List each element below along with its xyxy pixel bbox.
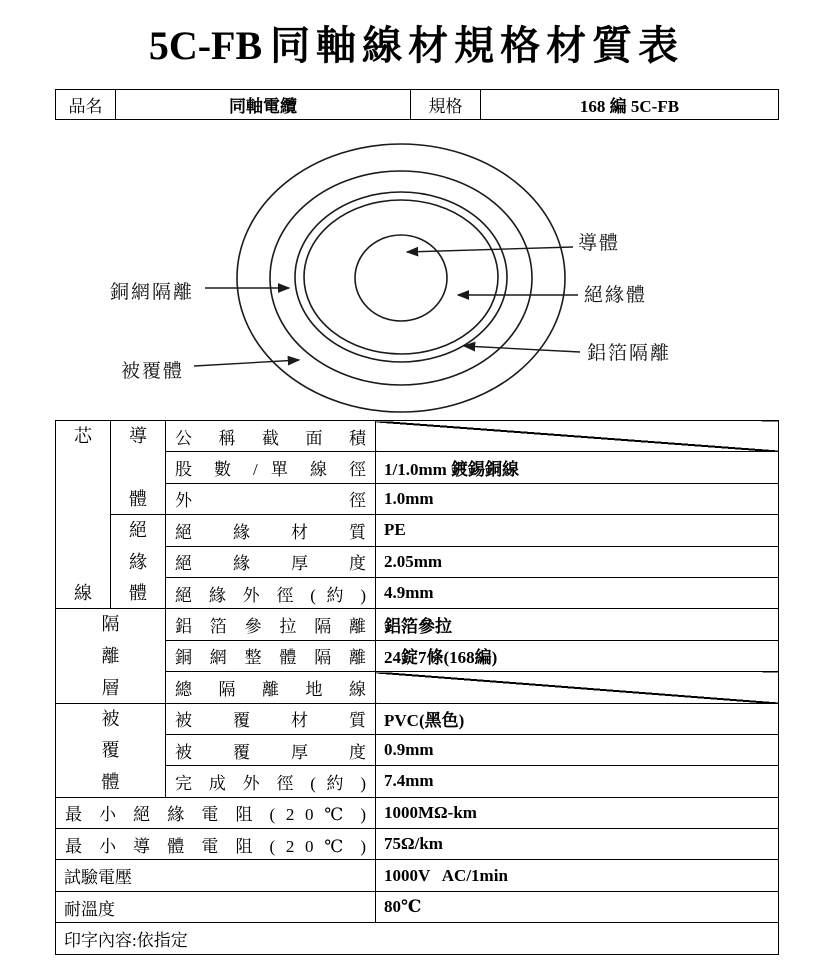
product-header-table [55,89,779,120]
row-value: 1000V AC/1min [376,860,779,891]
row-value: 7.4mm [376,766,779,797]
shield-group-char: 隔 [101,614,120,635]
jacket-group-char: 體 [101,771,120,792]
core-group-char: 線 [74,583,92,604]
row-label: 最 小 導 體 電 阻 ( 2 0 ℃ ) [56,829,376,860]
spec-value: 168 編 5C-FB [481,90,779,120]
row-value: 1.0mm [376,483,779,514]
na-cell [376,421,779,452]
product-name-label: 品名 [56,90,116,120]
title-main: 同軸線材規格材質表 [270,23,685,68]
jacket-arrow [194,360,299,366]
row-value: 鋁箔參拉 [376,609,779,640]
row-label: 公 稱 截 面 積 [166,421,376,452]
row-label: 絕 緣 厚 度 [166,546,376,577]
jacket-label: 被覆體 [121,361,185,382]
foil-shield-arrow [464,346,580,352]
row-label: 試驗電壓 [56,860,376,891]
insulation-group-char: 緣 [129,551,147,572]
row-value: PVC(黑色) [376,703,779,734]
jacket-group-cell [56,703,166,797]
row-value: 4.9mm [376,577,779,608]
row-label: 絕 緣 材 質 [166,515,376,546]
insulation-group-char: 絕 [129,520,147,541]
spec-label: 規格 [411,90,481,120]
foil-shield-label: 鋁箔隔離 [587,343,672,364]
row-label: 外 徑 [166,483,376,514]
row-value: 24錠7條(168編) [376,640,779,671]
conductor-group-char: 導 [129,426,147,446]
core-group-cell [56,421,111,609]
row-label: 完 成 外 徑 ( 約 ) [166,766,376,797]
row-label: 銅 網 整 體 隔 離 [166,640,376,671]
row-value: 0.9mm [376,734,779,765]
core-group-char: 芯 [74,426,92,446]
conductor-group-char: 體 [129,489,147,510]
row-value: 2.05mm [376,546,779,577]
spec-table [55,420,779,955]
page-title [0,14,833,71]
row-label: 耐溫度 [56,891,376,922]
row-value: 1/1.0mm 鍍錫銅線 [376,452,779,483]
row-label: 絕 緣 外 徑 ( 約 ) [166,577,376,608]
footer-note: 印字內容:依指定 [56,923,779,954]
product-name-value: 同軸電纜 [116,90,411,120]
conductor-group-cell [111,421,166,515]
row-value: 80℃ [376,891,779,922]
jacket-group-char: 被 [101,708,120,729]
jacket-group-char: 覆 [101,740,120,761]
row-label: 總 隔 離 地 線 [166,672,376,703]
braid-shield-label: 銅網隔離 [110,282,195,303]
cable-cross-section-diagram [0,130,833,420]
conductor-circle [355,235,447,321]
shield-group-char: 離 [101,645,120,666]
row-label: 最 小 絕 緣 電 阻 ( 2 0 ℃ ) [56,797,376,828]
shield-group-cell [56,609,166,703]
row-value: 1000MΩ-km [376,797,779,828]
conductor-label: 導體 [578,233,621,254]
title-prefix: 5C-FB [148,23,263,68]
insulation-group-char: 體 [129,583,147,604]
row-value: 75Ω/km [376,829,779,860]
row-label: 被 覆 厚 度 [166,734,376,765]
shield-group-char: 層 [101,677,120,698]
row-value: PE [376,515,779,546]
insulator-label: 絕緣體 [584,285,648,306]
na-cell [376,672,779,703]
row-label: 股 數 / 單 線 徑 [166,452,376,483]
insulation-group-cell [111,515,166,609]
row-label: 鋁 箔 參 拉 隔 離 [166,609,376,640]
row-label: 被 覆 材 質 [166,703,376,734]
